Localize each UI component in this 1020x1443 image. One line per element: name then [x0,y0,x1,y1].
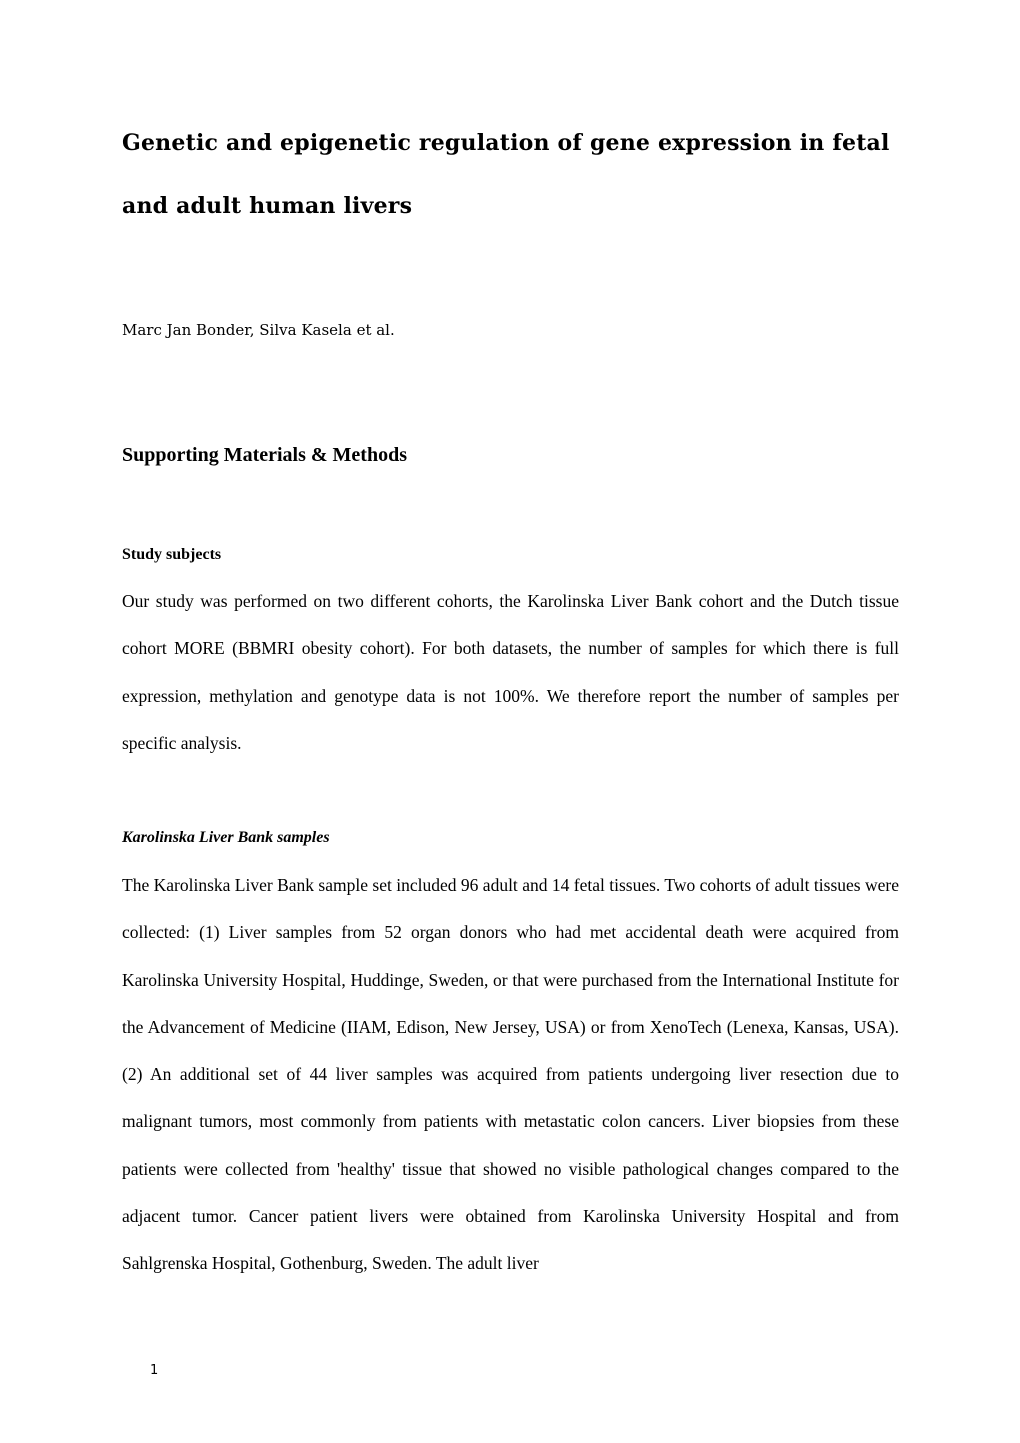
karolinska-samples-paragraph: The Karolinska Liver Bank sample set included 96 adult and 14 fetal tissues. Two cohorts of adult tissues were collected: (1) Liver samples from 52 organ donors who had met accidental death were acquired from Karolinska University Hospital, Huddinge, Sweden, or that were purchased from the International Institute for the Advancement of Medicine (IIAM, Edison, New Jersey, USA) or from XenoTech (Lenexa, Kansas, USA). (2) An additional set of 44 liver samples was acquired from patients undergoing liver resection due to malignant tumors, most commonly from patients with metastatic colon cancers. Liver biopsies from these patients were collected from 'healthy' tissue that showed no visible pathological changes compared to the adjacent tumor. Cancer patient livers were obtained from Karolinska University Hospital and from Sahlgrenska Hospital, Gothenburg, Sweden. The adult liver [122,875,899,1274]
karolinska-samples-heading: Karolinska Liver Bank samples [122,829,330,846]
page-number: 1 [150,1363,159,1378]
section-heading: Supporting Materials & Methods [122,444,407,466]
paper-title: Genetic and epigenetic regulation of gene expression in fetal and adult human livers [122,130,890,219]
study-subjects-paragraph: Our study was performed on two different cohorts, the Karolinska Liver Bank cohort and the Dutch tissue cohort MORE (BBMRI obesity cohort). For both datasets, the number of samples for which there is full expression, methylation and genotype data is not 100%. We therefore report the number of samples per specific analysis. [122,591,899,753]
author-list: Marc Jan Bonder, Silva Kasela et al. [122,321,395,339]
study-subjects-heading: Study subjects [122,546,222,563]
